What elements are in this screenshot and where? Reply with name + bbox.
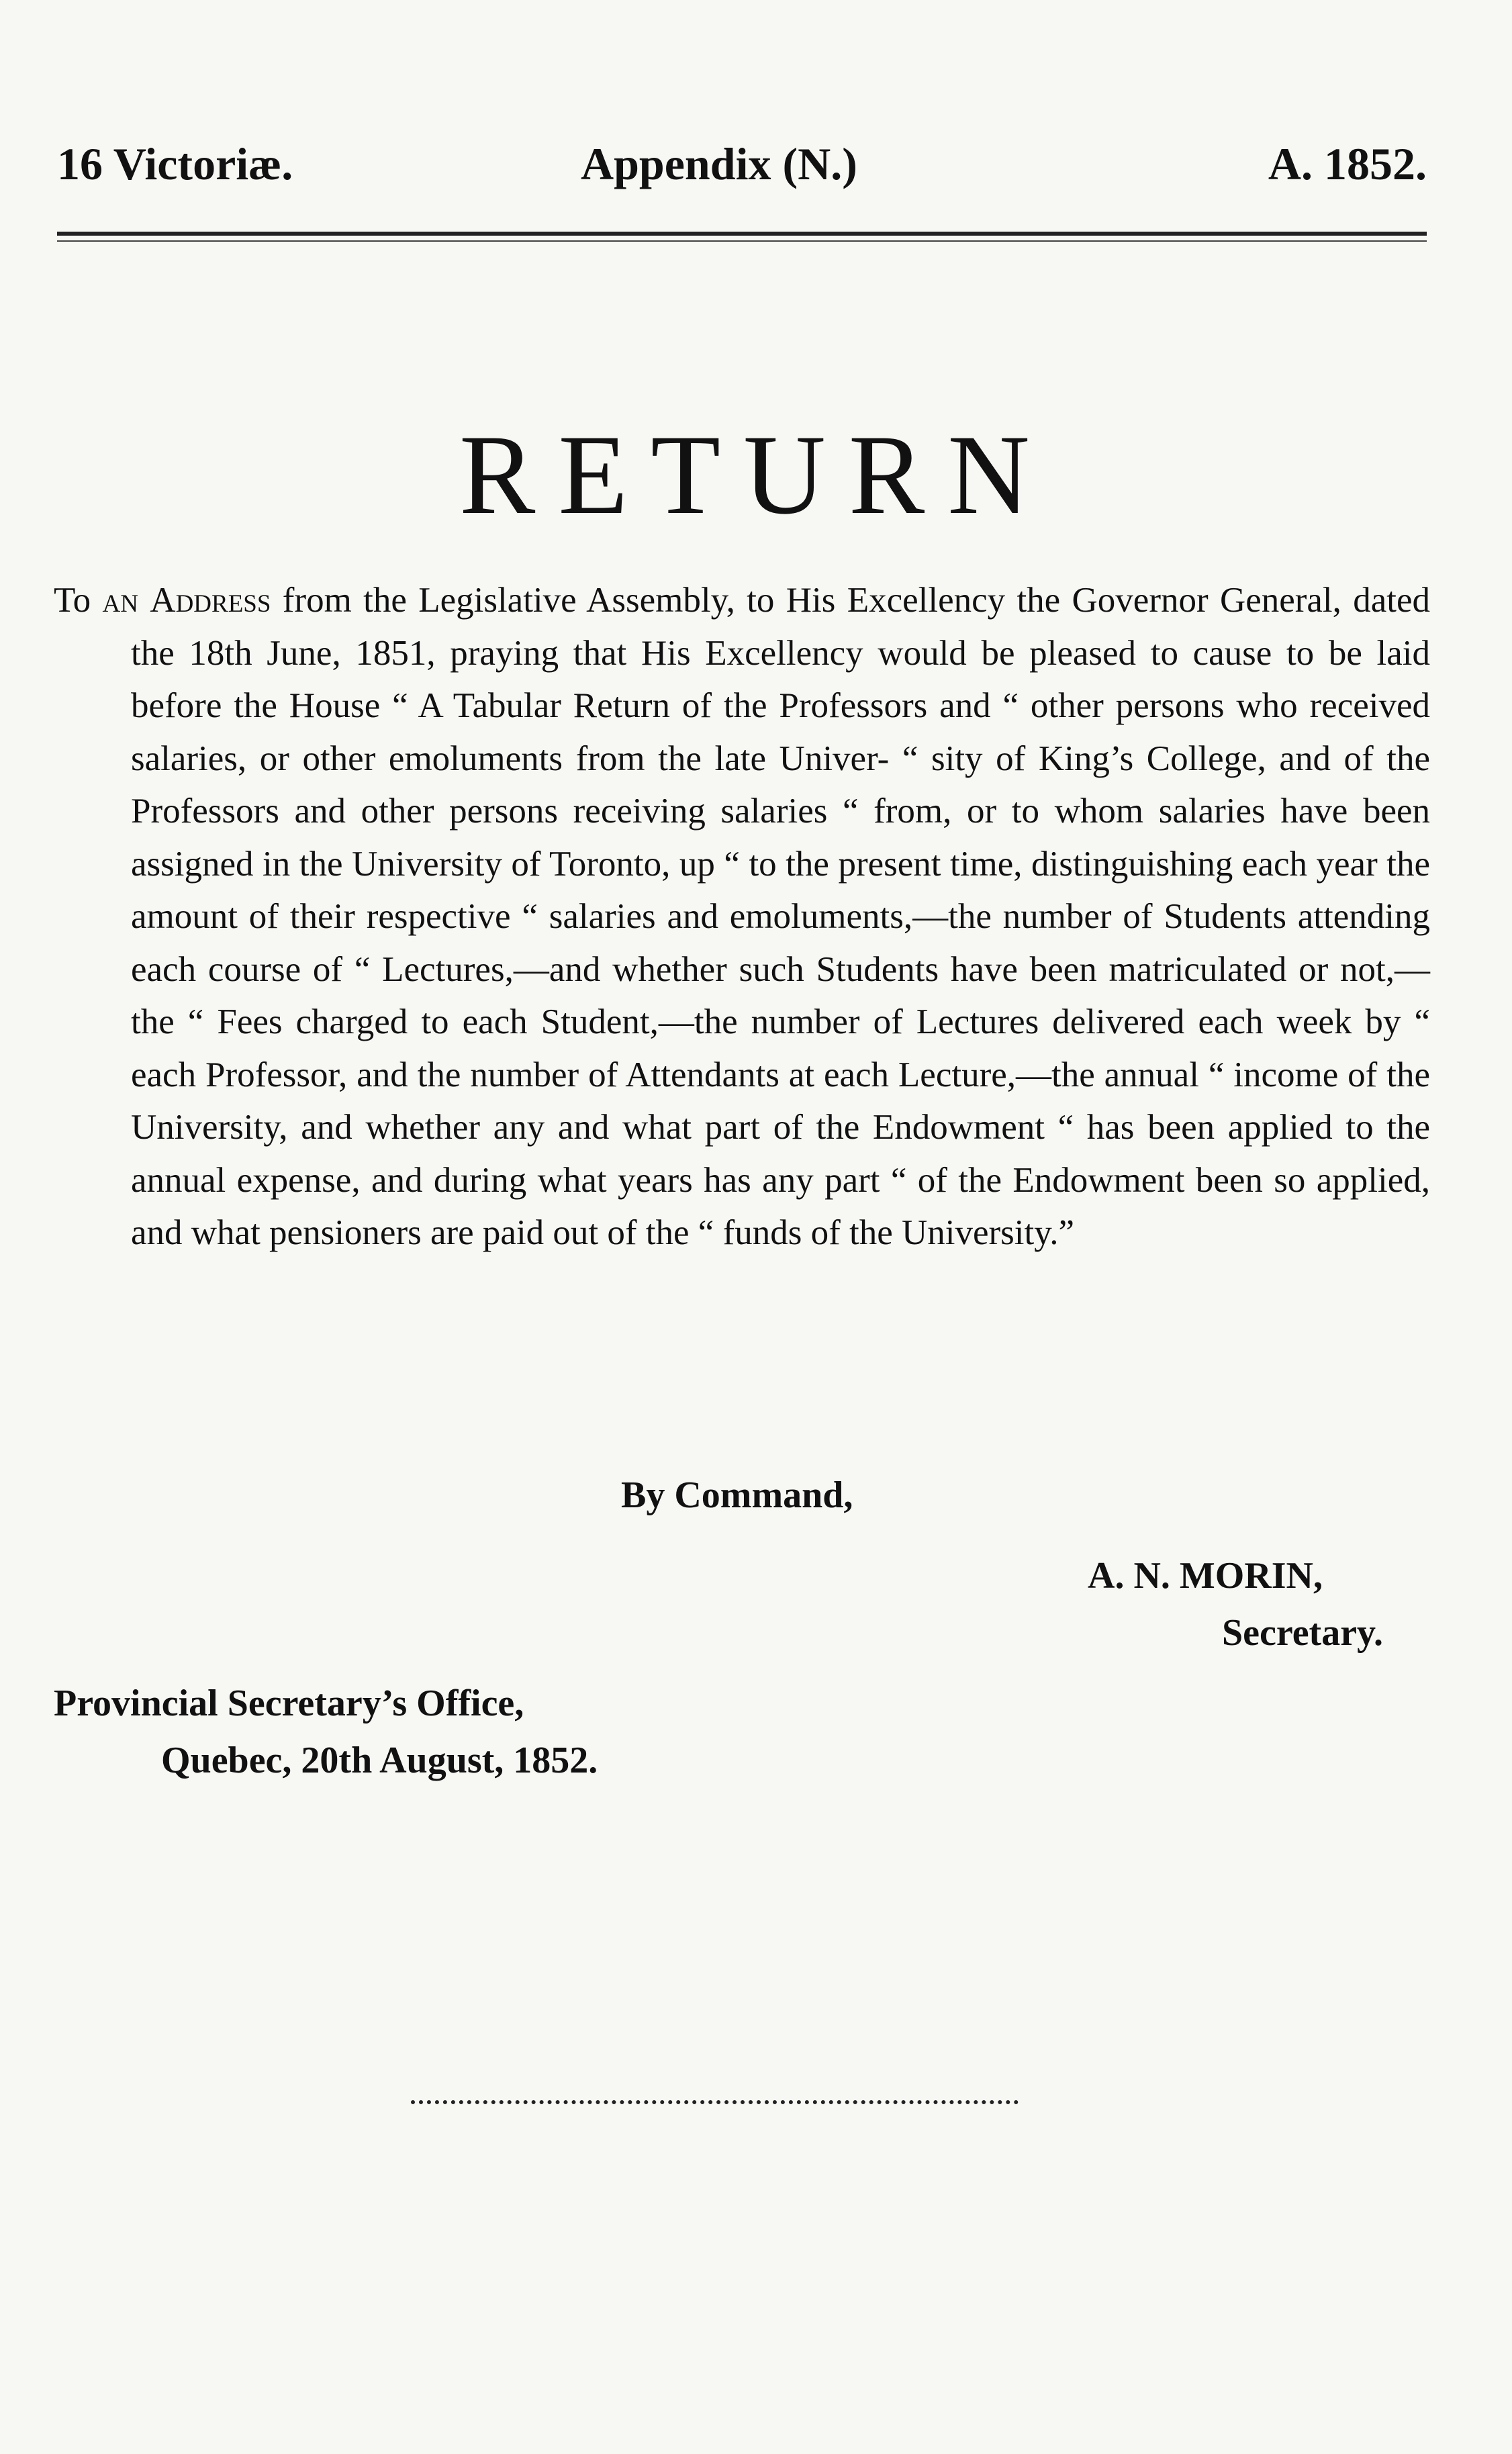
address-body: from the Legislative Assembly, to His Excellency the Governor General, dated the 18th June, 1851, praying that His Excellency would be pleased to cause to be laid before the House “ A Tabular Return of the Professors and “ other persons who received salaries, or other emoluments from the late Univer- “ sity of King’s College, and of the Professors and other persons receiving salaries “ from, or to whom salaries have been assigned in the University of Toronto, up “ to the present time, distinguishing each year the amount of their respective “ salaries and emoluments,—the number of Students attending each course of “ Lectures,—and whether such Students have been matriculated or not,—the “ Fees charged to each Student,—the number of Lectures delivered each week by “ each Professor, and the number of Attendants at each Lecture,—the annual “ income of the University, and whether any and what part of the Endowment “ has been applied to the annual expense, and during what years has any part “ of the Endowment been so applied, and what pensioners are paid out of the “ funds of the University.” <box>131 581 1431 1252</box>
by-command: By Command, <box>621 1474 853 1516</box>
end-rule <box>411 2100 1019 2104</box>
document-title: RETURN <box>459 412 1053 538</box>
header-rule <box>57 232 1427 236</box>
office-place-date: Quebec, 20th August, 1852. <box>161 1740 598 1781</box>
header-rule-thin <box>57 240 1427 242</box>
signatory-title: Secretary. <box>1222 1612 1383 1654</box>
address-paragraph <box>54 574 1430 1260</box>
header-session: 16 Victoriæ. <box>57 138 293 189</box>
header-appendix: Appendix (N.) <box>581 138 857 189</box>
signatory-name: A. N. MORIN, <box>1088 1555 1323 1597</box>
header-year: A. 1852. <box>1268 138 1427 189</box>
address-lead-an: an <box>102 581 138 620</box>
address-lead-to: To <box>54 581 91 620</box>
address-lead-address: Address <box>150 581 271 620</box>
running-header <box>57 138 1433 205</box>
office-name: Provincial Secretary’s Office, <box>54 1683 524 1724</box>
address-text <box>54 574 1430 1260</box>
